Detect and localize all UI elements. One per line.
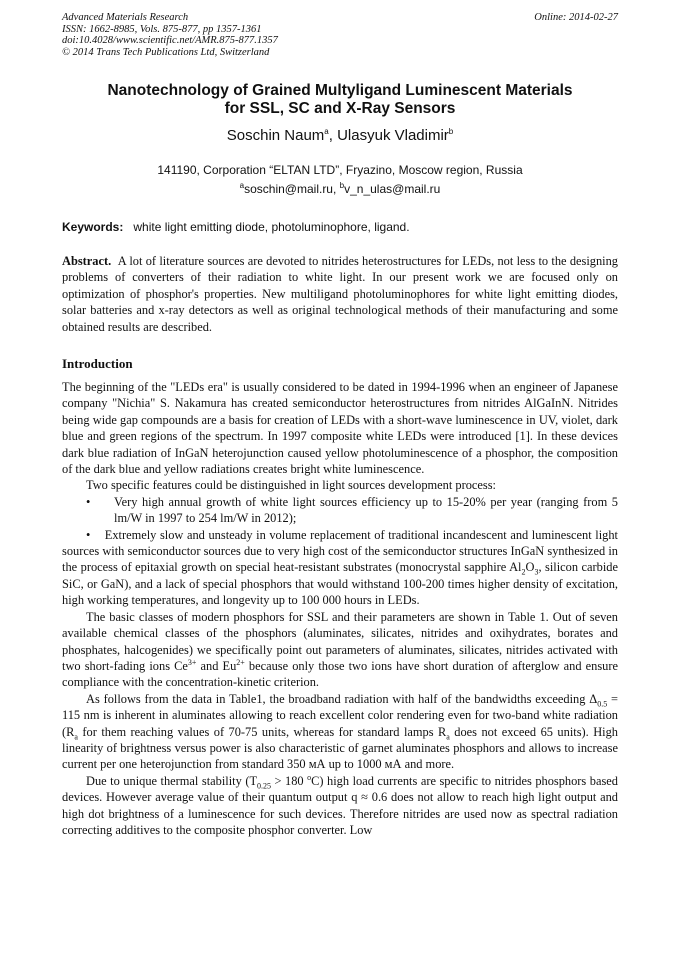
email-b: v_n_ulas@mail.ru xyxy=(344,182,441,196)
abstract-text: A lot of literature sources are devoted to nitrides heterostructures for LEDs, not less to the designing problems of converters of their radiation to white light. In our present work we are focused only on optimization of phosphor's properties. New multiligand photoluminophores for white light emitting diodes, solar batteries and x-ray detectors as well as original technological methods of their manufacturing and some obtained results are described. xyxy=(62,254,618,334)
paper-title xyxy=(62,82,618,118)
email-b-marker: b xyxy=(339,181,345,190)
author-emails xyxy=(62,182,618,196)
title-line-2: for SSL, SC and X-Ray Sensors xyxy=(224,100,456,117)
issn-line: ISSN: 1662-8985, Vols. 875-877, pp 1357-1361 xyxy=(62,23,262,35)
intro-paragraph-3: The basic classes of modern phosphors for SSL and their parameters are shown in Table 1. Out of seven available chemical classes of the phosphors (aluminates, silicates, nitrides and oxihydrates, borates and phosphates, halcogenides) we specifically point out parameters of aluminates, silicates, nitrides activated with two short-fading ions $Ce^{3+}$ and $Eu^{2+}$ because only those two ions have short duration of afterglow and ensure compliance with the concentration-kinetic criterion. xyxy=(62,609,618,690)
abstract-label: Abstract. xyxy=(62,254,112,268)
keywords-text: white light emitting diode, photoluminophore, ligand. xyxy=(133,220,410,234)
intro-paragraph-2: Two specific features could be distinguished in light sources development process: xyxy=(86,478,496,493)
online-date: Online: 2014-02-27 xyxy=(534,12,618,23)
list-item: • Extremely slow and unsteady in volume replacement of traditional incandescent and luminescent light sources with semiconductor sources due to very high cost of the semiconductor structures InGaN synthesized in the process of epitaxial growth on special heat-resistant substrates (monocrystal sapphire $Al_2O_3$, silicon carbide SiC, or GaN), and a lack of special phosphors that would withstand 100-200 times higher density of excitation, high working temperatures, and longevity up to 100 000 hours in LEDs. xyxy=(62,527,618,608)
journal-header xyxy=(62,12,618,58)
section-heading-introduction: Introduction xyxy=(62,356,133,371)
bullet-text-1: Very high annual growth of white light sources efficiency up to 15-20% per year (ranging from 5 lm/W in 1997 to 254 lm/W in 2012); xyxy=(114,494,618,526)
bullet-mark: • xyxy=(86,494,91,509)
intro-paragraph-1: The beginning of the "LEDs era" is usually considered to be dated in 1994-1996 when an engineer of Japanese company "Nichia" S. Nakamura has created semiconductor heterostructures from nitrides AlGaInN. Nitrides being wide gap compounds are a basis for creation of LEDs with a short-wave luminescence in UV, violet, dark blue and green regions of the spectrum. In 1997 composite white LEDs were introduced [1]. In these devices dark blue radiation of InGaN heterojunction caused yellow photoluminescence of a phosphor, the composition of the dark blue and yellow radiations creates bright white luminescence. xyxy=(62,380,618,477)
intro-paragraph-5: Due to unique thermal stability ($T_{0.25} > 180$ $^o$C) high load currents are specific to nitrides phosphors based devices. However average value of their quantum output q ≈ 0.6 does not allow to reach high light output and high dot brightness of a luminescence for such devices. Therefore nitrides are used now as spectral radiation correcting additives to the composite phosphor converter. Low xyxy=(62,772,618,837)
keywords-label: Keywords: xyxy=(62,220,124,234)
bullet-mark: • xyxy=(86,527,91,542)
copyright-line: © 2014 Trans Tech Publications Ltd, Switzerland xyxy=(62,46,270,58)
email-a-marker: a xyxy=(239,181,245,190)
author-2-marker: b xyxy=(448,127,454,136)
abstract xyxy=(62,253,618,335)
doi-line: doi:10.4028/www.scientific.net/AMR.875-877.1357 xyxy=(62,35,278,46)
introduction-body xyxy=(62,379,618,838)
affiliation: 141190, Corporation “ELTAN LTD”, Fryazino, Moscow region, Russia xyxy=(157,163,523,177)
title-line-1: Nanotechnology of Grained Multyligand Luminescent Materials xyxy=(107,82,573,99)
author-2: Ulasyuk Vladimir xyxy=(337,127,449,144)
author-1: Soschin Naum xyxy=(226,127,325,144)
journal-name: Advanced Materials Research xyxy=(62,12,189,23)
list-item xyxy=(62,494,618,527)
author-separator: , xyxy=(328,127,338,144)
intro-paragraph-4: As follows from the data in Table1, the broadband radiation with half of the bandwidths exceeding $\Delta_{0.5} = 115$ nm is inherent in aluminates allowing to reach excellent color rendering even for two-band white radiation ($R_a$ for them reaching values of 70-75 units, whereas for standard lamps $R_a$ does not exceed 65 units). High linearity of brightness versus power is also characteristic of garnet aluminates phosphors and allows to increase current per one heterojunction from standard 350 мА up to 1000 мА and more. xyxy=(62,691,618,772)
author-list xyxy=(62,127,618,144)
email-a: soschin@mail.ru, xyxy=(244,182,340,196)
author-1-marker: a xyxy=(324,127,329,136)
keywords xyxy=(62,220,618,234)
